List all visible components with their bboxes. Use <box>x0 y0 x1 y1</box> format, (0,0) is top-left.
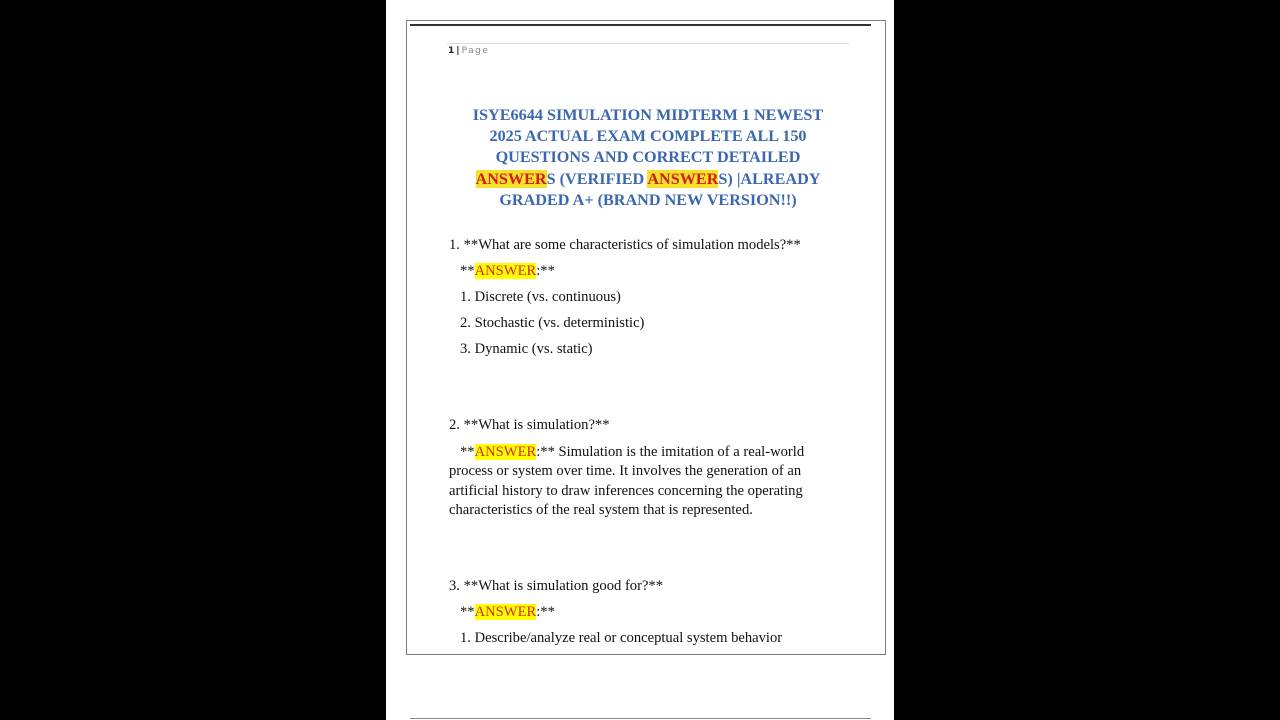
title-line-2: 2025 ACTUAL EXAM COMPLETE ALL 150 <box>489 127 807 146</box>
highlighted-answer-term: ANSWER <box>474 604 537 620</box>
page-separator: | <box>456 46 460 56</box>
top-border-rule <box>410 24 871 26</box>
page-number-header <box>448 46 489 56</box>
list-item: 2. Stochastic (vs. deterministic) <box>460 315 645 331</box>
title-line-5: GRADED A+ (BRAND NEW VERSION!!) <box>499 190 797 209</box>
list-item: 1. Discrete (vs. continuous) <box>460 289 621 305</box>
answer-line: process or system over time. It involves the generation of an <box>449 463 802 480</box>
highlighted-answer-term: ANSWER <box>474 444 537 460</box>
title-line-1: ISYE6644 SIMULATION MIDTERM 1 NEWEST <box>472 106 824 124</box>
answer-line: artificial history to draw inferences concerning the operating <box>449 482 803 499</box>
title-line-4: ANSWERS (VERIFIED ANSWERS) |ALREADY <box>475 169 821 188</box>
list-item: 3. Dynamic (vs. static) <box>460 341 593 357</box>
question-2-answer: **ANSWER:** Simulation is the imitation of a real-world process or system over time. It involves the generation of an artificial history to draw inferences concerning the operating characteristics of the real system that is represented. <box>449 443 849 520</box>
question-2-text: 2. **What is simulation?** <box>449 417 610 433</box>
highlighted-answer-term: ANSWER <box>475 169 547 188</box>
title-line-3: QUESTIONS AND CORRECT DETAILED <box>495 148 801 167</box>
question-1-answer-label: **ANSWER:** <box>460 263 555 279</box>
question-3-answer-label: **ANSWER:** <box>460 604 555 620</box>
highlighted-answer-term: ANSWER <box>647 169 719 188</box>
document-title <box>447 105 849 211</box>
next-page-top-rule <box>410 718 871 719</box>
list-item: 1. Describe/analyze real or conceptual system behavior <box>460 630 783 646</box>
document-page <box>406 20 886 655</box>
page-number: 1 <box>448 46 455 56</box>
page-label: Page <box>461 46 490 56</box>
highlighted-answer-term: ANSWER <box>474 263 537 279</box>
header-divider <box>447 43 849 44</box>
document-viewer[interactable] <box>386 0 894 720</box>
question-3-text: 3. **What is simulation good for?** <box>449 578 664 594</box>
answer-line: characteristics of the real system that is represented. <box>449 501 753 518</box>
question-1-text: 1. **What are some characteristics of simulation models?** <box>449 237 801 253</box>
